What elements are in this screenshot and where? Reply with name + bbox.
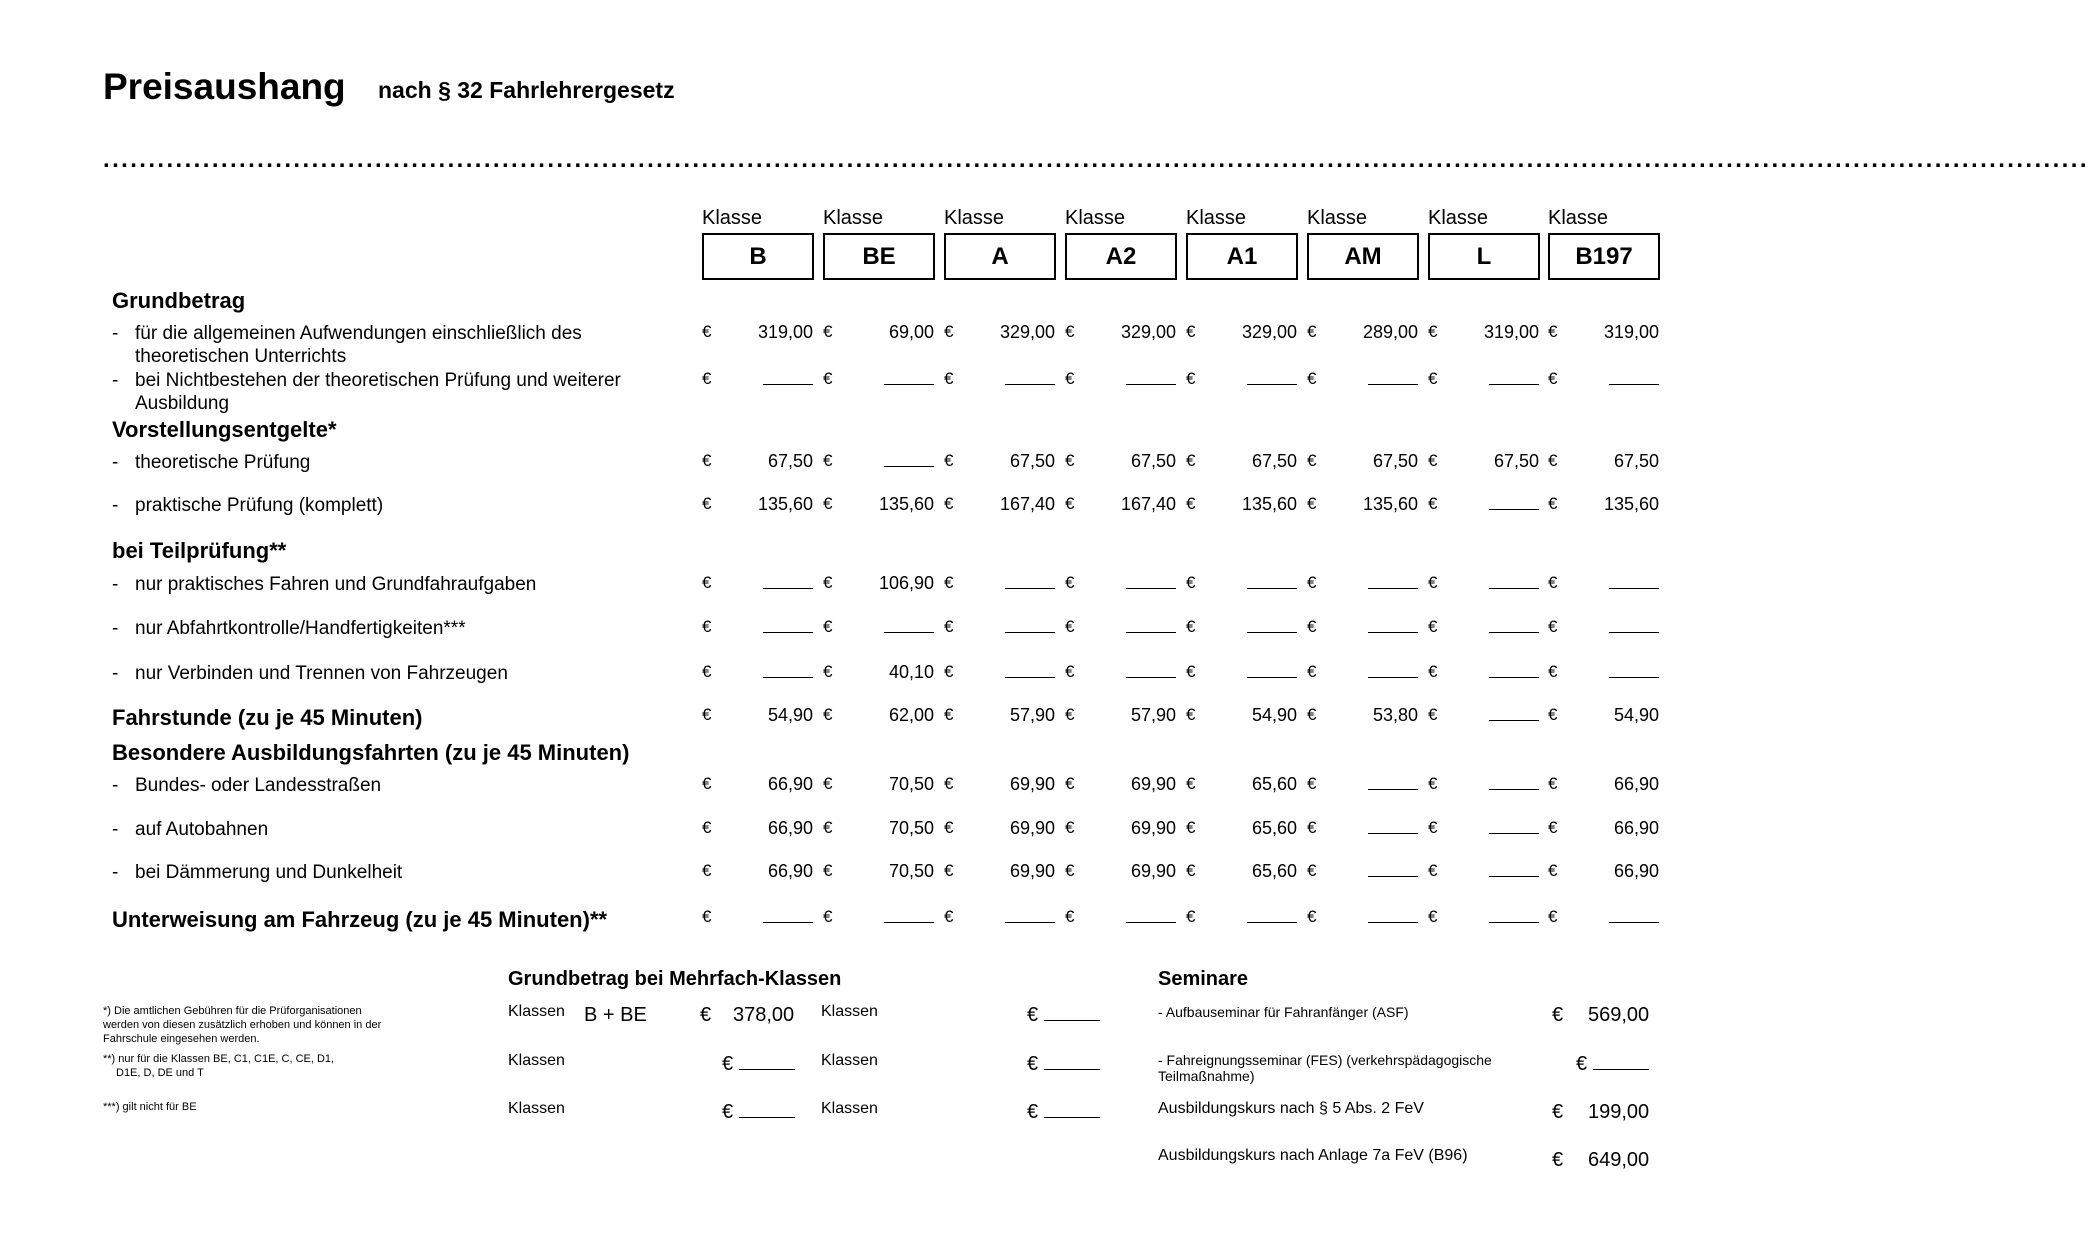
price-cell: 167,40: [999, 494, 1055, 514]
price-blank: [1587, 662, 1659, 683]
mehrfach-price-blank: €: [722, 1053, 795, 1076]
price-blank: [862, 451, 934, 472]
euro-symbol: €: [702, 494, 712, 513]
section-teilpruefung: bei Teilprüfung**: [112, 538, 287, 563]
price-cell: 65,60: [1251, 818, 1297, 838]
euro-symbol: €: [944, 662, 954, 681]
price-blank: [1104, 662, 1176, 683]
price-cell: 135,60: [757, 494, 813, 514]
price-cell: 69,00: [888, 322, 934, 342]
price-blank: [741, 662, 813, 683]
page-title: Preisaushang: [103, 66, 346, 107]
section-besondere-ausbildungsfahrten: Besondere Ausbildungsfahrten (zu je 45 Minuten): [112, 740, 630, 765]
klasse-label: Klasse: [1065, 207, 1126, 229]
price-cell: 67,50: [1613, 451, 1659, 471]
price-cell: 67,50: [1130, 451, 1176, 471]
price-blank: [741, 617, 813, 638]
section-grundbetrag: Grundbetrag: [112, 288, 246, 313]
euro-symbol: €: [1065, 573, 1075, 592]
euro-symbol: €: [1428, 861, 1438, 880]
price-cell: 319,00: [1483, 322, 1539, 342]
euro-symbol: €: [1186, 573, 1196, 592]
price-blank: [1467, 818, 1539, 839]
euro-symbol: €: [702, 907, 712, 926]
euro-symbol: €: [702, 322, 712, 341]
price-cell: 54,90: [1613, 705, 1659, 725]
klasse-box-b197: B197: [1548, 233, 1660, 280]
mehrfach-label-4: Klassen: [821, 1052, 878, 1069]
klasse-box-am: AM: [1307, 233, 1419, 280]
euro-symbol: €: [1307, 573, 1317, 592]
seminar-fes: - Fahreignungsseminar (FES) (verkehrspädagogische Teilmaßnahme): [1158, 1052, 1492, 1084]
euro-symbol: €: [1186, 705, 1196, 724]
euro-symbol: €: [1548, 774, 1558, 793]
price-cell: 135,60: [1362, 494, 1418, 514]
mehrfach-label-5: Klassen: [508, 1100, 565, 1117]
mehrfach-label-2: Klassen: [821, 1003, 878, 1020]
euro-symbol: €: [1307, 451, 1317, 470]
euro-symbol: €: [702, 705, 712, 724]
euro-symbol: €: [1428, 818, 1438, 837]
price-blank: [1104, 907, 1176, 928]
price-cell: 65,60: [1251, 774, 1297, 794]
euro-symbol: €: [944, 861, 954, 880]
price-cell: 70,50: [888, 774, 934, 794]
euro-symbol: €: [1307, 494, 1317, 513]
price-cell: 167,40: [1120, 494, 1176, 514]
price-cell: 329,00: [1120, 322, 1176, 342]
price-cell: 67,50: [1372, 451, 1418, 471]
euro-symbol: €: [944, 907, 954, 926]
price-cell: 319,00: [757, 322, 813, 342]
euro-symbol: €: [1065, 322, 1075, 341]
euro-symbol: €: [1307, 774, 1317, 793]
price-blank: [1225, 573, 1297, 594]
euro-symbol: €: [1307, 322, 1317, 341]
mehrfach-label-6: Klassen: [821, 1100, 878, 1117]
price-cell: 69,90: [1009, 861, 1055, 881]
euro-symbol: €: [1186, 617, 1196, 636]
klasse-box-b: B: [702, 233, 814, 280]
price-cell: 67,50: [1493, 451, 1539, 471]
euro-symbol: €: [1428, 451, 1438, 470]
euro-symbol: €: [1428, 907, 1438, 926]
price-cell: 62,00: [888, 705, 934, 725]
price-cell: 70,50: [888, 818, 934, 838]
price-cell: 66,90: [1613, 861, 1659, 881]
mehrfach-combo: B + BE: [584, 1004, 647, 1026]
euro-symbol: €: [1065, 494, 1075, 513]
euro-symbol: €: [1307, 617, 1317, 636]
klasse-label: Klasse: [944, 207, 1005, 229]
price-blank: [983, 662, 1055, 683]
price-blank: [1587, 617, 1659, 638]
euro-symbol: €: [823, 451, 833, 470]
euro-symbol: €: [1065, 705, 1075, 724]
price-cell: 66,90: [767, 861, 813, 881]
euro-symbol: €: [1548, 573, 1558, 592]
euro-symbol: €: [1428, 322, 1438, 341]
section-unterweisung: Unterweisung am Fahrzeug (zu je 45 Minuten)**: [112, 907, 608, 932]
euro-symbol: €: [944, 617, 954, 636]
euro-symbol: €: [1548, 494, 1558, 513]
price-cell: 57,90: [1130, 705, 1176, 725]
euro-symbol: €: [702, 861, 712, 880]
mehrfach-combo-price: 378,00: [733, 1004, 795, 1026]
price-cell: 54,90: [767, 705, 813, 725]
euro-symbol: €: [1428, 774, 1438, 793]
price-cell: 66,90: [767, 818, 813, 838]
price-blank: [1346, 774, 1418, 795]
euro-symbol: €: [1428, 662, 1438, 681]
euro-symbol: €: [1186, 818, 1196, 837]
euro-symbol: €: [1065, 369, 1075, 388]
price-cell: 70,50: [888, 861, 934, 881]
price-cell: 135,60: [1603, 494, 1659, 514]
euro-symbol: €: [823, 494, 833, 513]
price-blank: [862, 617, 934, 638]
price-blank: [1346, 573, 1418, 594]
euro-symbol: €: [1307, 818, 1317, 837]
euro-symbol: €: [944, 573, 954, 592]
euro-symbol: €: [944, 322, 954, 341]
euro-symbol: €: [1307, 861, 1317, 880]
euro-symbol: €: [1065, 662, 1075, 681]
euro-symbol: €: [1065, 907, 1075, 926]
price-cell: 67,50: [767, 451, 813, 471]
price-blank: [741, 907, 813, 928]
euro-symbol: €: [944, 494, 954, 513]
klasse-label: Klasse: [1307, 207, 1368, 229]
price-blank: [1467, 705, 1539, 726]
price-cell: 69,90: [1130, 861, 1176, 881]
klasse-label: Klasse: [823, 207, 884, 229]
price-blank: [1346, 907, 1418, 928]
euro-symbol: €: [1186, 907, 1196, 926]
price-blank: [983, 369, 1055, 390]
seminar-asf: - Aufbauseminar für Fahranfänger (ASF): [1158, 1004, 1409, 1020]
euro-symbol: €: [944, 705, 954, 724]
price-cell: 57,90: [1009, 705, 1055, 725]
price-cell: 289,00: [1362, 322, 1418, 342]
mehrfach-heading: Grundbetrag bei Mehrfach-Klassen: [508, 968, 842, 990]
kurs-anlage-7a-price: 649,00: [1588, 1149, 1650, 1171]
price-blank: [741, 369, 813, 390]
price-cell: 66,90: [1613, 774, 1659, 794]
klasse-box-be: BE: [823, 233, 935, 280]
price-blank: [1587, 573, 1659, 594]
price-cell: 135,60: [1241, 494, 1297, 514]
kurs-5-abs-2-price: 199,00: [1588, 1101, 1650, 1123]
footnote-gebuehren: *) Die amtlichen Gebühren für die Prüforganisationen werden von diesen zusätzlich erhoben und können in der Fahrschule eingesehen werden.: [103, 1005, 382, 1045]
seminar-fes-price-blank: €: [1576, 1053, 1649, 1076]
price-blank: [1467, 494, 1539, 515]
price-blank: [1225, 369, 1297, 390]
price-cell: 135,60: [878, 494, 934, 514]
euro-symbol: €: [1552, 1149, 1564, 1171]
price-cell: 69,90: [1009, 818, 1055, 838]
price-blank: [1225, 907, 1297, 928]
euro-symbol: €: [1307, 705, 1317, 724]
price-blank: [983, 573, 1055, 594]
euro-symbol: €: [1186, 662, 1196, 681]
price-cell: 65,60: [1251, 861, 1297, 881]
price-cell: 67,50: [1009, 451, 1055, 471]
mehrfach-label-1: Klassen: [508, 1003, 565, 1020]
mehrfach-price-blank: €: [722, 1101, 795, 1124]
price-blank: [1346, 662, 1418, 683]
euro-symbol: €: [823, 322, 833, 341]
seminare-heading: Seminare: [1158, 968, 1249, 990]
euro-symbol: €: [1428, 494, 1438, 513]
euro-symbol: €: [1428, 617, 1438, 636]
euro-symbol: €: [1186, 774, 1196, 793]
price-blank: [1467, 861, 1539, 882]
euro-symbol: €: [1186, 369, 1196, 388]
klasse-label: Klasse: [1186, 207, 1247, 229]
seminar-asf-price: 569,00: [1588, 1004, 1650, 1026]
price-blank: [983, 907, 1055, 928]
euro-symbol: €: [1428, 705, 1438, 724]
euro-symbol: €: [1428, 573, 1438, 592]
price-blank: [1225, 662, 1297, 683]
mehrfach-price-blank: €: [1027, 1004, 1100, 1027]
price-cell: 66,90: [767, 774, 813, 794]
euro-symbol: €: [702, 774, 712, 793]
euro-symbol: €: [1186, 322, 1196, 341]
euro-symbol: €: [1548, 818, 1558, 837]
euro-symbol: €: [700, 1004, 712, 1026]
price-blank: [1346, 861, 1418, 882]
euro-symbol: €: [1065, 451, 1075, 470]
euro-symbol: €: [1548, 705, 1558, 724]
euro-symbol: €: [823, 705, 833, 724]
euro-symbol: €: [1552, 1004, 1564, 1026]
euro-symbol: €: [702, 573, 712, 592]
price-cell: 106,90: [878, 573, 934, 593]
price-blank: [1467, 662, 1539, 683]
price-blank: [1346, 369, 1418, 390]
price-blank: [1467, 907, 1539, 928]
euro-symbol: €: [823, 662, 833, 681]
euro-symbol: €: [823, 573, 833, 592]
euro-symbol: €: [1186, 494, 1196, 513]
klasse-box-l: L: [1428, 233, 1540, 280]
price-cell: 67,50: [1251, 451, 1297, 471]
price-blank: [983, 617, 1055, 638]
euro-symbol: €: [1548, 322, 1558, 341]
euro-symbol: €: [1548, 617, 1558, 636]
price-blank: [1467, 774, 1539, 795]
euro-symbol: €: [1307, 662, 1317, 681]
section-vorstellungsentgelte: Vorstellungsentgelte*: [112, 417, 337, 442]
price-blank: [1104, 573, 1176, 594]
euro-symbol: €: [1065, 861, 1075, 880]
klasse-box-a1: A1: [1186, 233, 1298, 280]
price-blank: [862, 907, 934, 928]
euro-symbol: €: [702, 617, 712, 636]
euro-symbol: €: [702, 662, 712, 681]
price-cell: 69,90: [1130, 774, 1176, 794]
price-cell: 69,90: [1009, 774, 1055, 794]
euro-symbol: €: [944, 774, 954, 793]
euro-symbol: €: [1548, 451, 1558, 470]
klasse-label: Klasse: [702, 207, 763, 229]
euro-symbol: €: [823, 369, 833, 388]
mehrfach-price-blank: €: [1027, 1053, 1100, 1076]
klasse-box-a: A: [944, 233, 1056, 280]
euro-symbol: €: [823, 818, 833, 837]
mehrfach-label-3: Klassen: [508, 1052, 565, 1069]
euro-symbol: €: [702, 818, 712, 837]
euro-symbol: €: [1548, 369, 1558, 388]
price-blank: [1587, 369, 1659, 390]
price-blank: [862, 369, 934, 390]
kurs-5-abs-2: Ausbildungskurs nach § 5 Abs. 2 FeV: [1158, 1100, 1424, 1117]
price-blank: [1346, 617, 1418, 638]
price-cell: 319,00: [1603, 322, 1659, 342]
section-fahrstunde: Fahrstunde (zu je 45 Minuten): [112, 705, 423, 730]
euro-symbol: €: [1065, 818, 1075, 837]
klasse-label: Klasse: [1548, 207, 1609, 229]
price-blank: [1225, 617, 1297, 638]
price-blank: [1467, 573, 1539, 594]
footnote-be: ***) gilt nicht für BE: [103, 1101, 197, 1113]
price-cell: 40,10: [888, 662, 934, 682]
euro-symbol: €: [1548, 662, 1558, 681]
price-cell: 53,80: [1372, 705, 1418, 725]
euro-symbol: €: [1065, 774, 1075, 793]
footnote-klassen: **) nur für die Klassen BE, C1, C1E, C, CE, D1, D1E, D, DE und T: [103, 1053, 335, 1079]
euro-symbol: €: [702, 451, 712, 470]
price-blank: [1104, 369, 1176, 390]
euro-symbol: €: [1548, 907, 1558, 926]
price-blank: [1346, 818, 1418, 839]
klasse-box-a2: A2: [1065, 233, 1177, 280]
euro-symbol: €: [1307, 907, 1317, 926]
euro-symbol: €: [1307, 369, 1317, 388]
price-blank: [1467, 369, 1539, 390]
euro-symbol: €: [1186, 861, 1196, 880]
euro-symbol: €: [823, 774, 833, 793]
price-blank: [1587, 907, 1659, 928]
dotted-separator: ...........................................................................................................................................................................................................................: [103, 146, 2089, 173]
price-blank: [1467, 617, 1539, 638]
price-cell: 329,00: [1241, 322, 1297, 342]
price-blank: [1104, 617, 1176, 638]
klasse-label: Klasse: [1428, 207, 1489, 229]
euro-symbol: €: [823, 861, 833, 880]
euro-symbol: €: [944, 451, 954, 470]
euro-symbol: €: [1548, 861, 1558, 880]
price-cell: 329,00: [999, 322, 1055, 342]
mehrfach-price-blank: €: [1027, 1101, 1100, 1124]
euro-symbol: €: [702, 369, 712, 388]
price-cell: 54,90: [1251, 705, 1297, 725]
euro-symbol: €: [1065, 617, 1075, 636]
price-cell: 69,90: [1130, 818, 1176, 838]
euro-symbol: €: [1428, 369, 1438, 388]
euro-symbol: €: [1552, 1101, 1564, 1123]
euro-symbol: €: [1186, 451, 1196, 470]
euro-symbol: €: [944, 818, 954, 837]
page-subtitle: nach § 32 Fahrlehrergesetz: [378, 77, 675, 103]
euro-symbol: €: [823, 907, 833, 926]
price-cell: 66,90: [1613, 818, 1659, 838]
euro-symbol: €: [823, 617, 833, 636]
euro-symbol: €: [944, 369, 954, 388]
price-blank: [741, 573, 813, 594]
kurs-anlage-7a: Ausbildungskurs nach Anlage 7a FeV (B96): [1158, 1147, 1468, 1164]
